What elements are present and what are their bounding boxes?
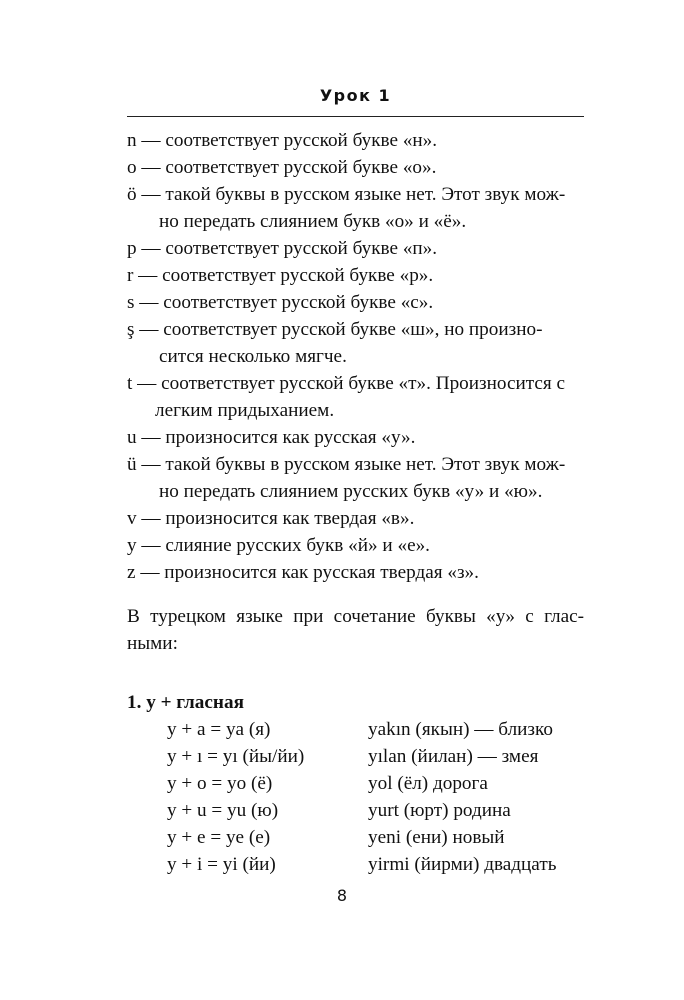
entry-continuation-line: но передать слиянием русских букв «у» и «ю». <box>159 481 543 502</box>
example-table <box>167 716 607 878</box>
example-word: yeni (ени) новый <box>368 827 505 848</box>
entry-continuation-line: но передать слиянием букв «о» и «ё». <box>159 211 467 232</box>
example-formula: y + ı = yı (йы/йи) <box>167 746 305 767</box>
example-word: yılan (йилан) — змея <box>368 746 539 767</box>
example-row <box>167 770 607 797</box>
example-word: yirmi (йирми) двадцать <box>368 854 557 875</box>
example-row <box>167 716 607 743</box>
letter-entry-o-umlaut <box>127 181 584 235</box>
letter-entry-u <box>127 424 584 451</box>
entry-line: s — соответствует русской букве «с». <box>127 292 434 313</box>
example-row <box>167 851 607 878</box>
entry-line: p — соответствует русской букве «п». <box>127 238 438 259</box>
example-formula: y + o = yo (ё) <box>167 773 273 794</box>
example-formula: y + a = ya (я) <box>167 719 271 740</box>
letter-entry-u-umlaut <box>127 451 584 505</box>
running-head-title: Урок 1 <box>319 86 392 105</box>
letter-entry-o <box>127 154 584 181</box>
letter-entry-z <box>127 559 584 586</box>
letter-entry-t <box>127 370 584 424</box>
letter-entry-v <box>127 505 584 532</box>
entry-line: u — произносится как русская «у». <box>127 427 416 448</box>
letter-entry-n <box>127 127 584 154</box>
entry-continuation-line: легким придыханием. <box>155 400 335 421</box>
entry-line: ö — такой буквы в русском языке нет. Этот звук мож- <box>127 184 566 205</box>
example-row <box>167 824 607 851</box>
note-paragraph <box>127 603 584 657</box>
header-rule <box>127 116 584 117</box>
section-heading: 1. y + гласная <box>127 692 244 713</box>
example-word: yurt (юрт) родина <box>368 800 511 821</box>
entry-line: o — соответствует русской букве «о». <box>127 157 437 178</box>
letter-entry-s <box>127 289 584 316</box>
example-row <box>167 743 607 770</box>
example-row <box>167 797 607 824</box>
letter-entry-y <box>127 532 584 559</box>
entry-line: y — слияние русских букв «й» и «е». <box>127 535 430 556</box>
example-word: yol (ёл) дорога <box>368 773 488 794</box>
entry-line: z — произносится как русская твердая «з». <box>127 562 479 583</box>
entry-line: ü — такой буквы в русском языке нет. Этот звук мож- <box>127 454 566 475</box>
entry-line: ş — соответствует русской букве «ш», но произно- <box>127 319 543 340</box>
example-formula: y + i = yi (йи) <box>167 854 276 875</box>
note-line: В турецком языке при сочетание буквы «y» с глас- <box>127 606 584 627</box>
example-word: yakın (якын) — близко <box>368 719 553 740</box>
entry-continuation-line: сится несколько мягче. <box>159 346 347 367</box>
entry-line: t — соответствует русской букве «т». Произносится с <box>127 373 566 394</box>
letter-list <box>127 127 584 586</box>
page-number: 8 <box>336 886 348 905</box>
entry-line: v — произносится как твердая «в». <box>127 508 415 529</box>
entry-line: n — соответствует русской букве «н». <box>127 130 438 151</box>
example-formula: y + u = yu (ю) <box>167 800 279 821</box>
letter-entry-r <box>127 262 584 289</box>
entry-line: r — соответствует русской букве «р». <box>127 265 434 286</box>
example-formula: y + e = ye (е) <box>167 827 271 848</box>
letter-entry-s-cedilla <box>127 316 584 370</box>
note-line: ными: <box>127 633 178 654</box>
letter-entry-p <box>127 235 584 262</box>
